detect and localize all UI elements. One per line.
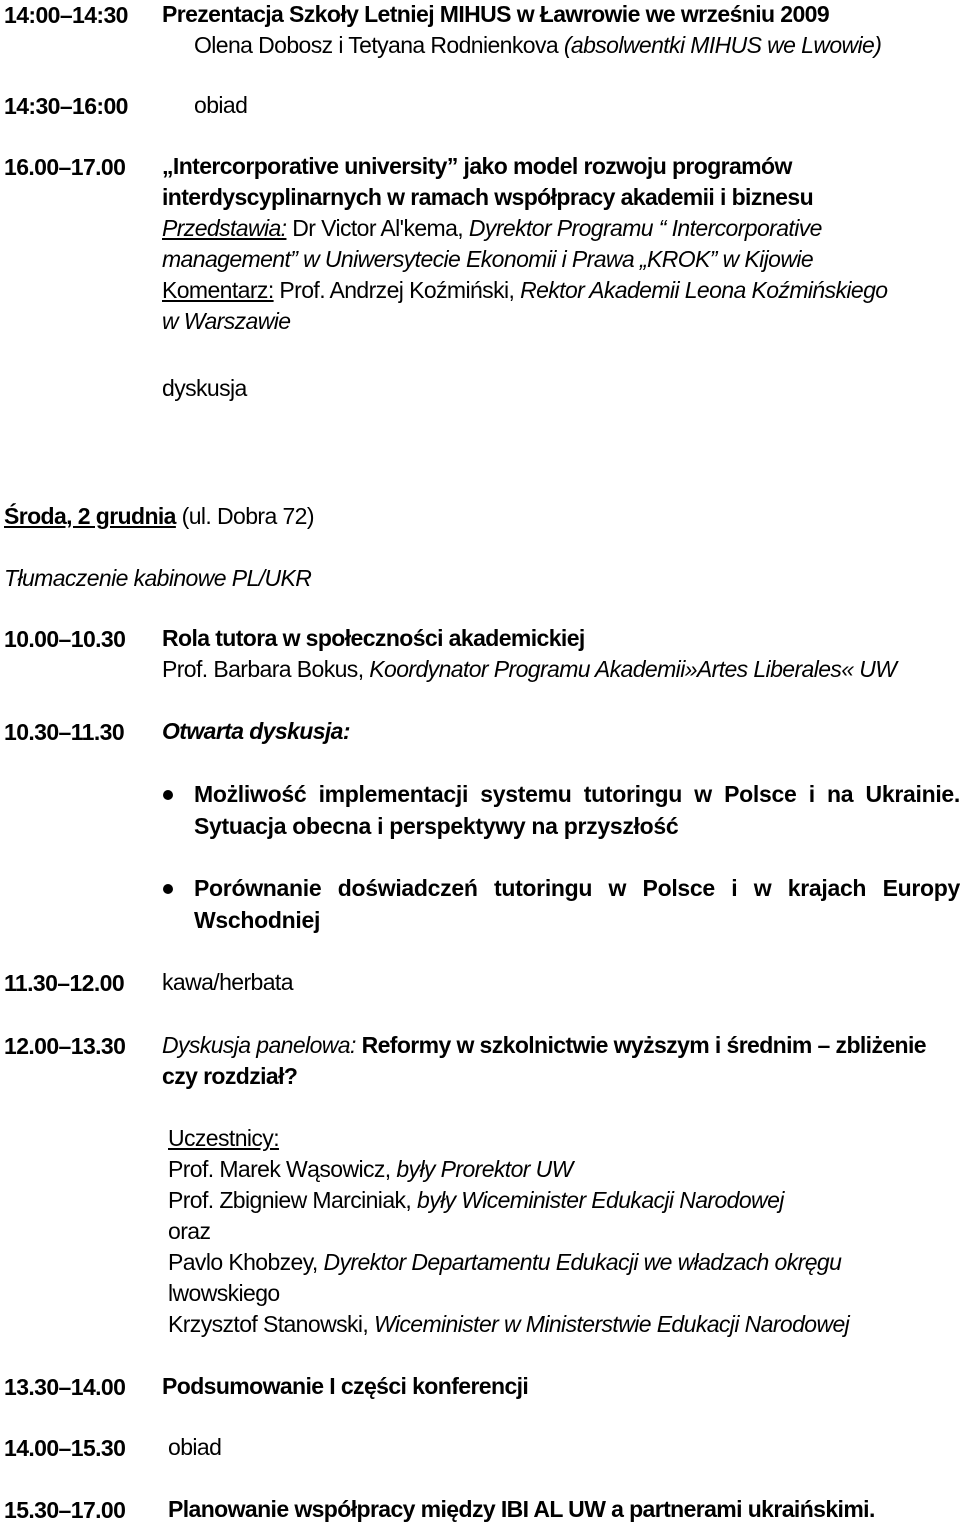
panel-title: Reformy w szkolnictwie wyższym i średnim – zbliżenie [361,1032,926,1058]
panel-title-cont: czy rozdział? [162,1063,298,1089]
participant [168,1310,849,1338]
participant-role: Dyrektor Departamentu Edukacji we władzach okręgu [323,1249,842,1275]
event-title: Planowanie współpracy między IBI AL UW a partnerami ukraińskimi. [168,1496,875,1522]
participant [168,1186,784,1214]
speaker-line [162,655,896,683]
time-slot: 10.30–11.30 [4,719,125,745]
time-slot: 10.00–10.30 [4,626,126,652]
presenter-name: Dr Victor Al'kema, [292,215,464,241]
participant [168,1248,841,1276]
presenter-line [162,214,822,242]
time-slot: 12.00–13.30 [4,1033,126,1059]
time-slot: 14.00–15.30 [4,1435,126,1461]
panel-title-line [162,1031,926,1059]
authors-note: (absolwentki MIHUS we Lwowie) [563,32,882,58]
time-slot: 14:30–16:00 [4,93,128,119]
speaker-role: Koordynator Programu Akademii»Artes Liberales« UW [369,656,897,682]
bullet-item: Porównanie doświadczeń tutoringu w Polsce i w krajach Europy [194,875,960,901]
discussion-label: dyskusja [162,375,247,401]
break-label: obiad [168,1434,222,1460]
participant-role: Wiceminister w Ministerstwie Edukacji Narodowej [373,1311,850,1337]
break-label: obiad [194,92,248,118]
commenter-role: Rektor Akademii Leona Koźmińskiego [520,277,888,303]
presenter-role: Dyrektor Programu “ Intercorporative [468,215,822,241]
translation-note: Tłumaczenie kabinowe PL/UKR [4,565,312,591]
bullet-item-cont: Sytuacja obecna i perspektywy na przyszłość [194,813,679,839]
bullet-item: Możliwość implementacji systemu tutoringu w Polsce i na Ukrainie. [194,781,960,807]
bullet-icon [163,790,173,800]
participant-name: Prof. Marek Wąsowicz, [168,1156,391,1182]
time-slot: 13.30–14.00 [4,1374,126,1400]
break-label: kawa/herbata [162,969,293,995]
participants-label: Uczestnicy: [168,1125,279,1151]
time-slot: 11.30–12.00 [4,970,125,996]
day-header [4,502,314,530]
comment-label: Komentarz: [162,277,274,303]
time-slot: 15.30–17.00 [4,1497,126,1523]
participant [168,1155,573,1183]
participant-role-cont: lwowskiego [168,1280,280,1306]
commenter-line [162,276,887,304]
bullet-icon [163,884,173,894]
speaker-name: Prof. Barbara Bokus, [162,656,364,682]
time-slot: 14:00–14:30 [4,2,128,28]
presenter-role-cont: management” w Uniwersytecie Ekonomii i Prawa „KROK” w Kijowie [162,246,814,272]
presents-label: Przedstawia: [162,215,287,241]
participant-role: były Prorektor UW [396,1156,573,1182]
commenter-name: Prof. Andrzej Koźmiński, [279,277,515,303]
bullet-item-cont: Wschodniej [194,907,321,933]
session-title-cont: interdyscyplinarnych w ramach współpracy akademii i biznesu [162,184,814,210]
participant-name: Prof. Zbigniew Marciniak, [168,1187,412,1213]
session-title: „Intercorporative university” jako model rozwoju programów [162,153,792,179]
session-title: Prezentacja Szkoły Letniej MIHUS w Ławrowie we wrześniu 2009 [162,1,830,27]
day-title: Środa, 2 grudnia [4,503,176,529]
event-title: Podsumowanie I części konferencji [162,1373,529,1399]
commenter-role-cont: w Warszawie [162,308,291,334]
and-label: oraz [168,1218,211,1244]
participant-name: Pavlo Khobzey, [168,1249,318,1275]
session-authors [194,31,881,59]
authors-names: Olena Dobosz i Tetyana Rodnienkova [194,32,559,58]
participant-name: Krzysztof Stanowski, [168,1311,369,1337]
event-title: Rola tutora w społeczności akademickiej [162,625,585,651]
panel-prefix: Dyskusja panelowa: [162,1032,356,1058]
time-slot: 16.00–17.00 [4,154,126,180]
event-title: Otwarta dyskusja: [162,718,350,744]
day-place: (ul. Dobra 72) [181,503,314,529]
participant-role: były Wiceminister Edukacji Narodowej [417,1187,784,1213]
